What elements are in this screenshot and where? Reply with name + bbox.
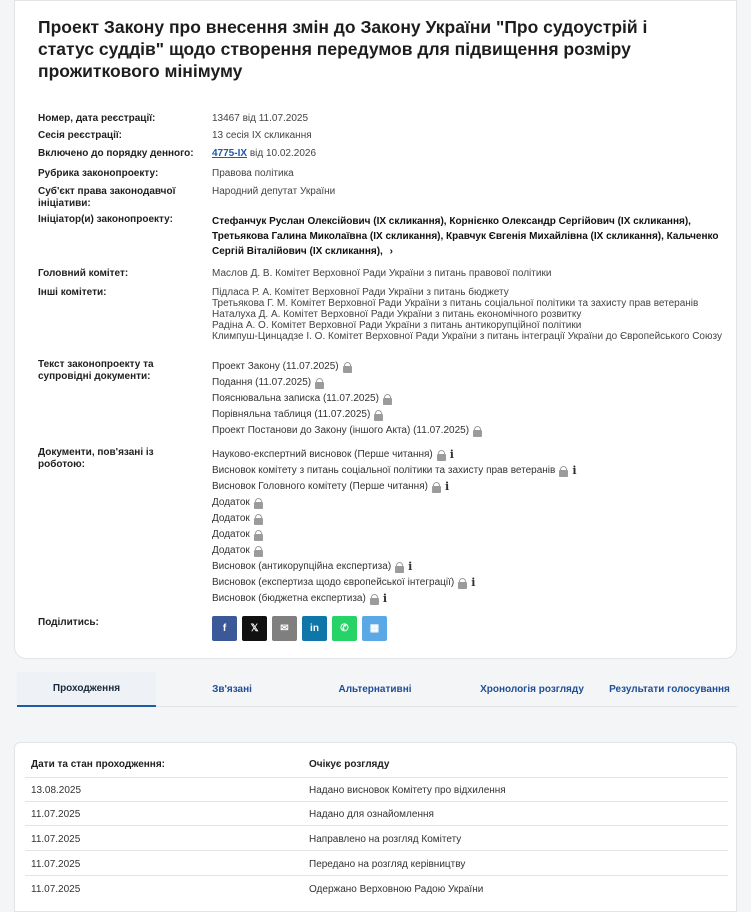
document-link[interactable]: Додаток (212, 527, 722, 543)
texts-list (212, 359, 722, 439)
field-label: Рубрика законопроекту: (38, 168, 159, 179)
field-label: Документи, пов'язані із роботою: (38, 447, 154, 470)
lock-icon (254, 514, 263, 525)
column-header: Очікує розгляду (309, 759, 390, 770)
document-link[interactable]: Порівняльна таблиця (11.07.2025) (212, 407, 722, 423)
field-label: Текст законопроекту та супровідні документи: (38, 359, 154, 382)
row-status: Направлено на розгляд Комітету (309, 834, 462, 845)
whatsapp-share-button[interactable] (332, 616, 357, 641)
lock-icon (374, 410, 383, 421)
lock-icon (395, 562, 404, 573)
table-row (25, 802, 728, 826)
committee-item: Підласа Р. А. Комітет Верховної Ради України з питань бюджету (212, 287, 509, 298)
document-link[interactable]: Проект Постанови до Закону (іншого Акта) (11.07.2025) (212, 423, 722, 439)
bill-card (14, 0, 737, 659)
row-date: 11.07.2025 (31, 809, 81, 820)
info-icon[interactable]: i (408, 560, 413, 573)
document-link[interactable]: Додаток (212, 495, 722, 511)
whatsapp-icon: ✆ (340, 623, 349, 634)
document-link[interactable]: Подання (11.07.2025) (212, 375, 722, 391)
field-value: Народний депутат України (212, 186, 336, 197)
info-icon[interactable]: i (444, 480, 450, 493)
lock-icon (383, 394, 392, 405)
chevron-right-icon[interactable]: › (389, 246, 393, 257)
info-icon[interactable]: i (449, 448, 454, 461)
lock-icon (254, 498, 263, 509)
lock-icon (559, 466, 568, 477)
table-row (25, 827, 728, 851)
table-row (25, 852, 728, 876)
facebook-share-button[interactable] (212, 616, 237, 641)
document-link[interactable]: Додаток (212, 543, 722, 559)
column-header: Дати та стан проходження: (31, 759, 165, 770)
table-row (25, 877, 728, 901)
document-link[interactable]: Пояснювальна записка (11.07.2025) (212, 391, 722, 407)
field-value (212, 148, 722, 160)
field-label: Інші комітети: (38, 287, 107, 298)
progress-table (14, 742, 737, 912)
row-date: 11.07.2025 (31, 884, 81, 895)
info-icon[interactable]: i (572, 464, 577, 477)
field-label: Ініціатор(и) законопроекту: (38, 214, 173, 225)
field-label: Номер, дата реєстрації: (38, 113, 156, 124)
linkedin-share-button[interactable] (302, 616, 327, 641)
table-row (25, 778, 728, 802)
lock-icon (254, 530, 263, 541)
tab-related[interactable]: Зв'язані (212, 684, 252, 695)
field-value: 13467 від 11.07.2025 (212, 113, 309, 124)
committee-item: Радіна А. О. Комітет Верховної Ради України з питань антикорупційної політики (212, 320, 582, 331)
document-link[interactable]: Висновок (антикорупційна експертиза) i (212, 560, 413, 573)
row-date: 11.07.2025 (31, 859, 81, 870)
field-value: Маслов Д. В. Комітет Верховної Ради України з питань правової політики (212, 268, 552, 279)
committee-item: Наталуха Д. А. Комітет Верховної Ради України з питань економічного розвитку (212, 309, 582, 320)
document-link[interactable]: Додаток (212, 511, 722, 527)
lock-icon (315, 378, 324, 389)
tab-progress[interactable]: Проходження (17, 672, 156, 707)
document-link[interactable]: Висновок (експертиза щодо європейської інтеграції) i (212, 576, 476, 589)
row-status: Одержано Верховною Радою України (309, 884, 484, 895)
row-status: Надано для ознайомлення (309, 809, 434, 820)
committee-item: Климпуш-Цинцадзе І. О. Комітет Верховної Ради України з питань інтеграції України до Європейського Союзу (212, 331, 722, 342)
field-label: Поділитись: (38, 617, 99, 628)
agenda-link[interactable]: 4775-IX (212, 148, 248, 159)
document-link[interactable]: Висновок комітету з питань соціальної політики та захисту прав ветеранів i (212, 464, 577, 477)
field-value: Правова політика (212, 168, 294, 179)
x-icon: 𝕏 (250, 623, 259, 634)
facebook-icon: f (222, 623, 227, 634)
lock-icon (343, 362, 352, 373)
linkedin-icon: in (310, 623, 319, 634)
row-date: 11.07.2025 (31, 834, 81, 845)
field-value: 13 сесія IX скликання (212, 130, 312, 141)
tab-voting[interactable]: Результати голосування (609, 684, 730, 695)
bill-title: Проект Закону про внесення змін до Закону України "Про судоустрій і статус суддів" щодо створення передумов для підвищення розміру прожиткового мінімуму (38, 17, 648, 81)
row-status: Передано на розгляд керівництву (309, 859, 466, 870)
info-icon[interactable]: i (382, 592, 387, 605)
initiators-text: Стефанчук Руслан Олексійович (IX скликання), Корнієнко Олександр Сергійович (IX скликання), Третьякова Галина Миколаївна (IX скликання), Кравчук Євгенія Михайлівна (IX скликання), Кальченко Сергій Віталійович (IX скликання), (212, 216, 719, 257)
lock-icon (432, 482, 441, 493)
field-label: Сесія реєстрації: (38, 130, 122, 141)
qr-code-icon: ▦ (369, 623, 380, 634)
tab-chronology[interactable]: Хронологія розгляду (480, 684, 584, 695)
lock-icon (254, 546, 263, 557)
email-icon: ✉ (280, 623, 289, 634)
info-icon[interactable]: i (471, 576, 476, 589)
document-link[interactable]: Науково-експертний висновок (Перше читання) i (212, 448, 454, 461)
agenda-date: від 10.02.2026 (249, 148, 317, 159)
email-share-button[interactable] (272, 616, 297, 641)
document-link[interactable]: Висновок (бюджетна експертиза) i (212, 592, 387, 605)
tab-bar (17, 672, 737, 707)
table-header (25, 748, 728, 778)
lock-icon (370, 594, 379, 605)
share-buttons (212, 616, 387, 641)
qr-code-button[interactable] (362, 616, 387, 641)
committees-list (212, 287, 722, 342)
tab-alternative[interactable]: Альтернативні (338, 684, 412, 695)
row-status: Надано висновок Комітету про відхилення (309, 785, 506, 796)
lock-icon (437, 450, 446, 461)
row-date: 13.08.2025 (31, 785, 82, 796)
document-link[interactable]: Проект Закону (11.07.2025) (212, 359, 722, 375)
initiators-list[interactable] (212, 214, 722, 259)
docs-list (212, 447, 722, 607)
field-label: Включено до порядку денного: (38, 148, 194, 159)
lock-icon (458, 578, 467, 589)
document-link[interactable]: Висновок Головного комітету (Перше читання) i (212, 480, 450, 493)
field-label: Суб'єкт права законодавчої ініціативи: (38, 186, 176, 209)
lock-icon (473, 426, 482, 437)
x-share-button[interactable] (242, 616, 267, 641)
committee-item: Третьякова Г. М. Комітет Верховної Ради України з питань соціальної політики та захисту прав ветеранів (212, 298, 699, 309)
field-label: Головний комітет: (38, 268, 129, 279)
